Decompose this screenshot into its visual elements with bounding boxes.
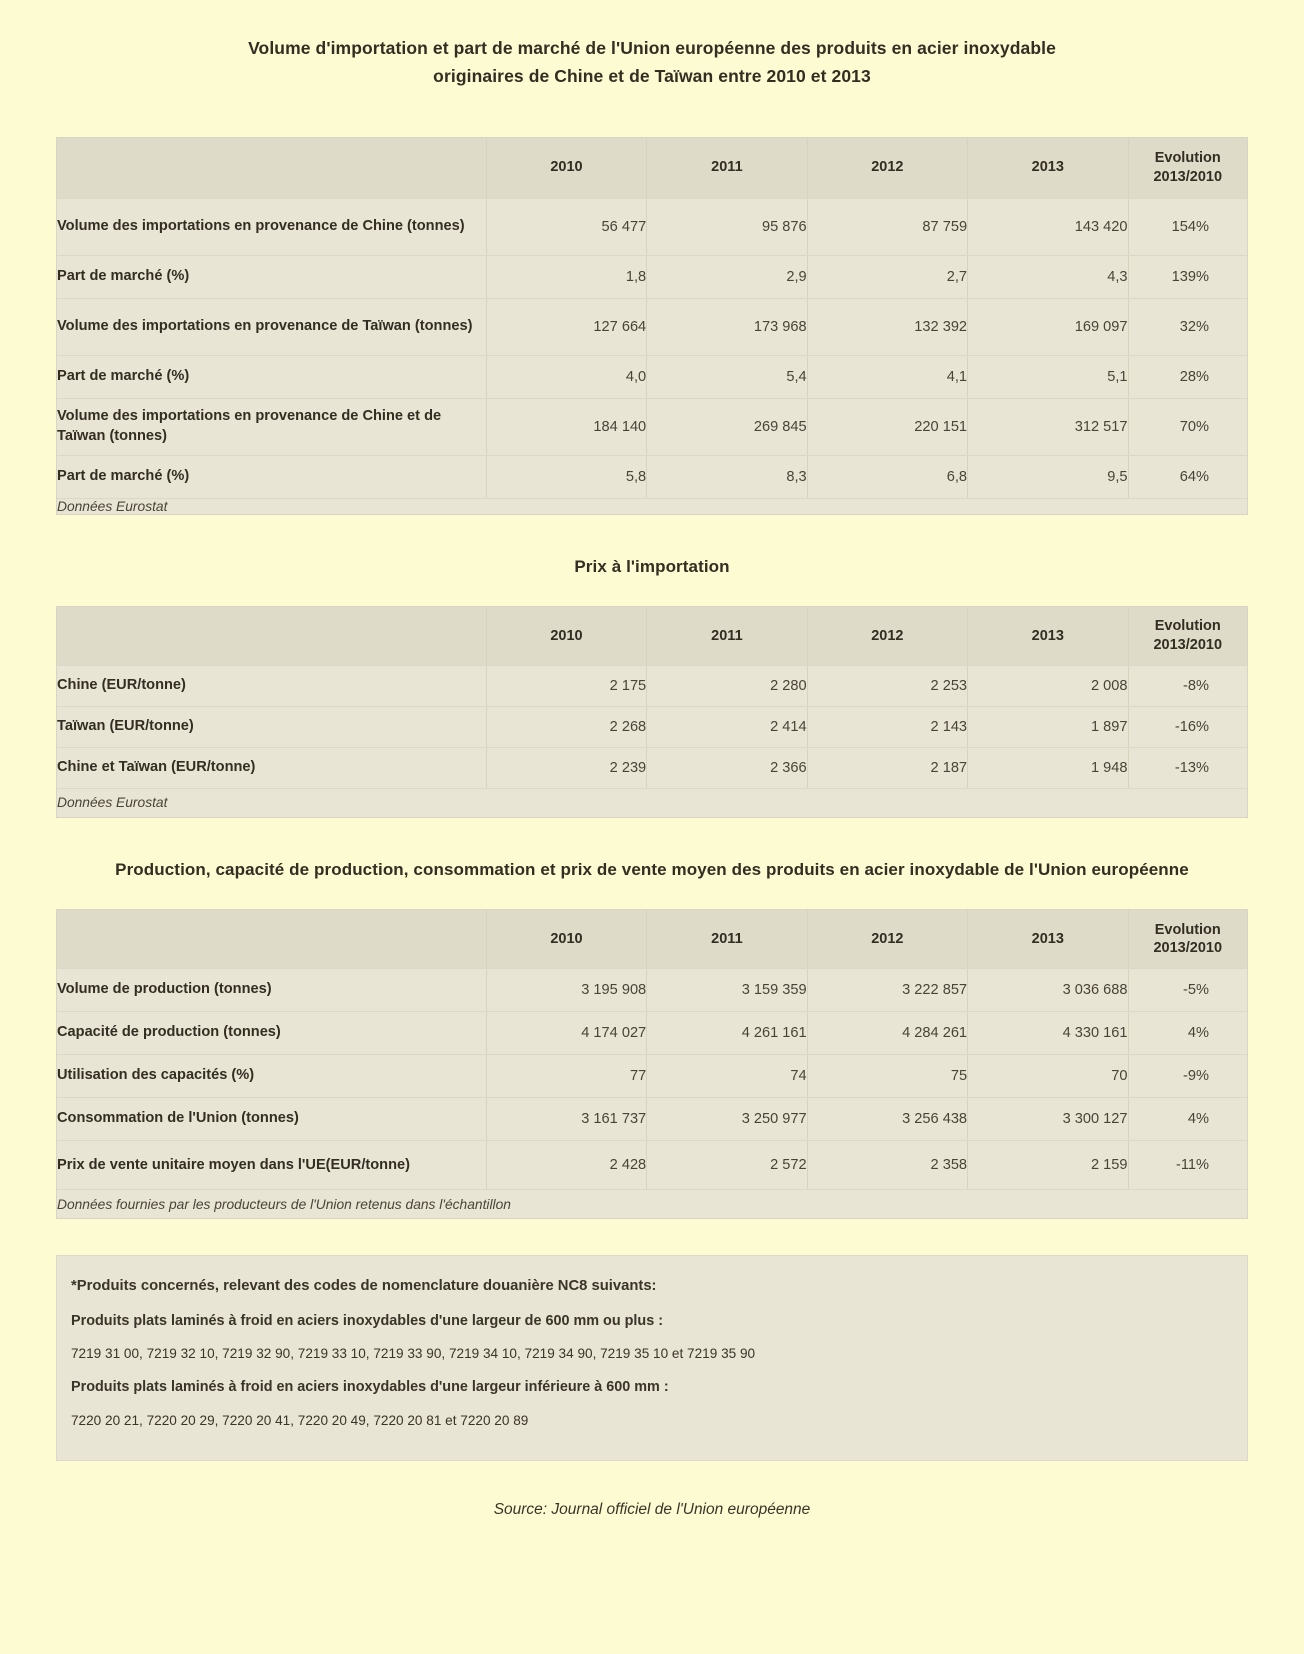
cell-2013: 9,5: [968, 455, 1128, 498]
cell-2012: 2 358: [807, 1141, 967, 1190]
cell-evolution: -16%: [1128, 706, 1247, 747]
footnote-line-5: 7220 20 21, 7220 20 29, 7220 20 41, 7220 20 49, 7220 20 81 et 7220 20 89: [71, 1412, 529, 1428]
cell-2012: 2 143: [807, 706, 967, 747]
column-header-2010: 2010: [486, 910, 646, 969]
row-label: Consommation de l'Union (tonnes): [57, 1098, 486, 1141]
cell-2012: 220 151: [807, 398, 967, 455]
column-header-2012: 2012: [807, 607, 967, 666]
cell-2010: 2 175: [486, 665, 646, 706]
evolution-header-line1: Evolution: [1154, 618, 1221, 635]
import-price-table: [57, 607, 1247, 817]
column-header-blank: [57, 910, 486, 969]
cell-2013: 143 420: [968, 198, 1128, 255]
cell-2012: 2 253: [807, 665, 967, 706]
row-label: Prix de vente unitaire moyen dans l'UE(EUR/tonne): [57, 1141, 486, 1190]
import-price-title: Prix à l'importation: [574, 556, 730, 576]
cell-2013: 1 897: [968, 706, 1128, 747]
cell-2011: 269 845: [647, 398, 807, 455]
source-footer: Source: Journal officiel de l'Union européenne: [493, 1501, 811, 1519]
spacer: [0, 1219, 1304, 1255]
column-header-2012: 2012: [807, 910, 967, 969]
table-body: [57, 665, 1247, 817]
cell-2010: 1,8: [486, 255, 646, 298]
table-row: [57, 455, 1247, 498]
table-row: [57, 1012, 1247, 1055]
table-row: [57, 255, 1247, 298]
row-label: Part de marché (%): [57, 255, 486, 298]
cell-2012: 2,7: [807, 255, 967, 298]
row-label: Chine et Taïwan (EUR/tonne): [57, 747, 486, 788]
table-header-row: [57, 910, 1247, 969]
cell-2012: 4 284 261: [807, 1012, 967, 1055]
column-header-blank: [57, 138, 486, 199]
evolution-header-line2: 2013/2010: [1153, 168, 1223, 185]
column-header-2010: 2010: [486, 138, 646, 199]
cell-2012: 132 392: [807, 298, 967, 355]
table-row: [57, 1098, 1247, 1141]
table-row: [57, 298, 1247, 355]
cell-2011: 2,9: [647, 255, 807, 298]
import-price-table-container: [56, 606, 1248, 818]
cell-2012: 75: [807, 1055, 967, 1098]
import-volume-table: [57, 138, 1247, 514]
row-label: Part de marché (%): [57, 355, 486, 398]
evolution-header-line1: Evolution: [1154, 150, 1221, 167]
cell-2012: 2 187: [807, 747, 967, 788]
footnote-line-3: 7219 31 00, 7219 32 10, 7219 32 90, 7219 33 10, 7219 33 90, 7219 34 10, 7219 34 90, 7219 35 10 et 7219 35 90: [71, 1345, 756, 1361]
table-row: [57, 969, 1247, 1012]
row-label: Part de marché (%): [57, 455, 486, 498]
evolution-header-line2: 2013/2010: [1153, 636, 1223, 653]
column-header-2011: 2011: [647, 910, 807, 969]
cell-2012: 4,1: [807, 355, 967, 398]
cell-evolution: 70%: [1128, 398, 1247, 455]
production-title-line1: Production, capacité de production, consommation et prix de vente moyen des produits en acier inoxydable de: [115, 859, 1025, 879]
page-title: [0, 0, 1304, 91]
cell-evolution: -11%: [1128, 1141, 1247, 1190]
cell-2011: 2 366: [647, 747, 807, 788]
cell-2013: 3 300 127: [968, 1098, 1128, 1141]
cell-2013: 2 159: [968, 1141, 1128, 1190]
cell-evolution: 139%: [1128, 255, 1247, 298]
cell-2013: 4 330 161: [968, 1012, 1128, 1055]
column-header-2013: 2013: [968, 910, 1128, 969]
cell-2013: 312 517: [968, 398, 1128, 455]
spacer: [0, 818, 1304, 856]
cell-2012: 87 759: [807, 198, 967, 255]
page-title-line2: originaires de Chine et de Taïwan entre 2010 et 2013: [433, 66, 871, 87]
cell-2010: 2 428: [486, 1141, 646, 1190]
cell-evolution: 4%: [1128, 1098, 1247, 1141]
production-title-line2: l'Union européenne: [1029, 859, 1189, 879]
table-row: [57, 706, 1247, 747]
column-header-2011: 2011: [647, 138, 807, 199]
cell-2010: 56 477: [486, 198, 646, 255]
cell-2010: 3 161 737: [486, 1098, 646, 1141]
cell-evolution: 32%: [1128, 298, 1247, 355]
column-header-2012: 2012: [807, 138, 967, 199]
table-header: [57, 138, 1247, 199]
column-header-evolution: [1128, 138, 1247, 199]
cell-2011: 2 572: [647, 1141, 807, 1190]
column-header-2013: 2013: [968, 138, 1128, 199]
cell-evolution: -13%: [1128, 747, 1247, 788]
footnote-block: [56, 1255, 1248, 1461]
footnote-line-4: Produits plats laminés à froid en aciers inoxydables d'une largeur inférieure à 600 mm :: [71, 1379, 669, 1396]
cell-evolution: 4%: [1128, 1012, 1247, 1055]
cell-2011: 3 159 359: [647, 969, 807, 1012]
cell-2010: 4 174 027: [486, 1012, 646, 1055]
table-row: [57, 198, 1247, 255]
column-header-blank: [57, 607, 486, 666]
source-note: Données fournies par les producteurs de l'Union retenus dans l'échantillon: [57, 1190, 1247, 1219]
cell-2013: 70: [968, 1055, 1128, 1098]
production-table-title: [0, 856, 1304, 883]
cell-2010: 2 268: [486, 706, 646, 747]
production-table-container: [56, 909, 1248, 1219]
cell-2013: 4,3: [968, 255, 1128, 298]
table-body: [57, 969, 1247, 1219]
footnote-line-1: *Produits concernés, relevant des codes de nomenclature douanière NC8 suivants:: [71, 1278, 657, 1295]
table-row: [57, 665, 1247, 706]
cell-2011: 74: [647, 1055, 807, 1098]
column-header-evolution: [1128, 607, 1247, 666]
cell-evolution: 28%: [1128, 355, 1247, 398]
table-body: [57, 198, 1247, 514]
row-label: Capacité de production (tonnes): [57, 1012, 486, 1055]
cell-2010: 4,0: [486, 355, 646, 398]
table-header: [57, 910, 1247, 969]
cell-2010: 77: [486, 1055, 646, 1098]
cell-2012: 3 256 438: [807, 1098, 967, 1141]
spacer: [0, 515, 1304, 553]
table-row: [57, 1055, 1247, 1098]
evolution-header-line1: Evolution: [1154, 921, 1221, 938]
cell-2012: 3 222 857: [807, 969, 967, 1012]
cell-2011: 4 261 161: [647, 1012, 807, 1055]
column-header-evolution: [1128, 910, 1247, 969]
table-source-row: [57, 498, 1247, 514]
cell-evolution: 154%: [1128, 198, 1247, 255]
cell-2010: 5,8: [486, 455, 646, 498]
cell-evolution: -8%: [1128, 665, 1247, 706]
cell-2011: 2 280: [647, 665, 807, 706]
cell-2011: 95 876: [647, 198, 807, 255]
cell-2013: 1 948: [968, 747, 1128, 788]
column-header-2013: 2013: [968, 607, 1128, 666]
cell-2013: 5,1: [968, 355, 1128, 398]
table-header-row: [57, 138, 1247, 199]
cell-evolution: -5%: [1128, 969, 1247, 1012]
cell-2011: 8,3: [647, 455, 807, 498]
source-note: Données Eurostat: [57, 788, 1247, 817]
row-label: Volume des importations en provenance de Chine (tonnes): [57, 198, 486, 255]
cell-2010: 184 140: [486, 398, 646, 455]
production-table: [57, 910, 1247, 1218]
footnote-line-2: Produits plats laminés à froid en aciers inoxydables d'une largeur de 600 mm ou plus :: [71, 1312, 664, 1329]
cell-2011: 173 968: [647, 298, 807, 355]
cell-2011: 3 250 977: [647, 1098, 807, 1141]
cell-2011: 2 414: [647, 706, 807, 747]
cell-2013: 3 036 688: [968, 969, 1128, 1012]
cell-2011: 5,4: [647, 355, 807, 398]
table-source-row: [57, 1190, 1247, 1219]
table-header: [57, 607, 1247, 666]
evolution-header-line2: 2013/2010: [1153, 940, 1223, 957]
row-label: Taïwan (EUR/tonne): [57, 706, 486, 747]
row-label: Volume des importations en provenance de Taïwan (tonnes): [57, 298, 486, 355]
column-header-2010: 2010: [486, 607, 646, 666]
row-label: Volume des importations en provenance de Chine et de Taïwan (tonnes): [57, 398, 486, 455]
table-source-row: [57, 788, 1247, 817]
row-label: Volume de production (tonnes): [57, 969, 486, 1012]
import-volume-table-container: [56, 137, 1248, 515]
spacer: [0, 91, 1304, 137]
table-row: [57, 398, 1247, 455]
cell-2013: 169 097: [968, 298, 1128, 355]
column-header-2011: 2011: [647, 607, 807, 666]
cell-2010: 127 664: [486, 298, 646, 355]
cell-evolution: 64%: [1128, 455, 1247, 498]
page-title-line1: Volume d'importation et part de marché de l'Union européenne des produits en acier inoxydable: [248, 38, 1056, 58]
cell-2010: 2 239: [486, 747, 646, 788]
cell-2013: 2 008: [968, 665, 1128, 706]
table-row: [57, 1141, 1247, 1190]
cell-evolution: -9%: [1128, 1055, 1247, 1098]
row-label: Utilisation des capacités (%): [57, 1055, 486, 1098]
source-note: Données Eurostat: [57, 498, 1247, 514]
spacer: [0, 580, 1304, 606]
row-label: Chine (EUR/tonne): [57, 665, 486, 706]
table-row: [57, 747, 1247, 788]
cell-2012: 6,8: [807, 455, 967, 498]
table-header-row: [57, 607, 1247, 666]
table-row: [57, 355, 1247, 398]
cell-2010: 3 195 908: [486, 969, 646, 1012]
spacer: [0, 883, 1304, 909]
